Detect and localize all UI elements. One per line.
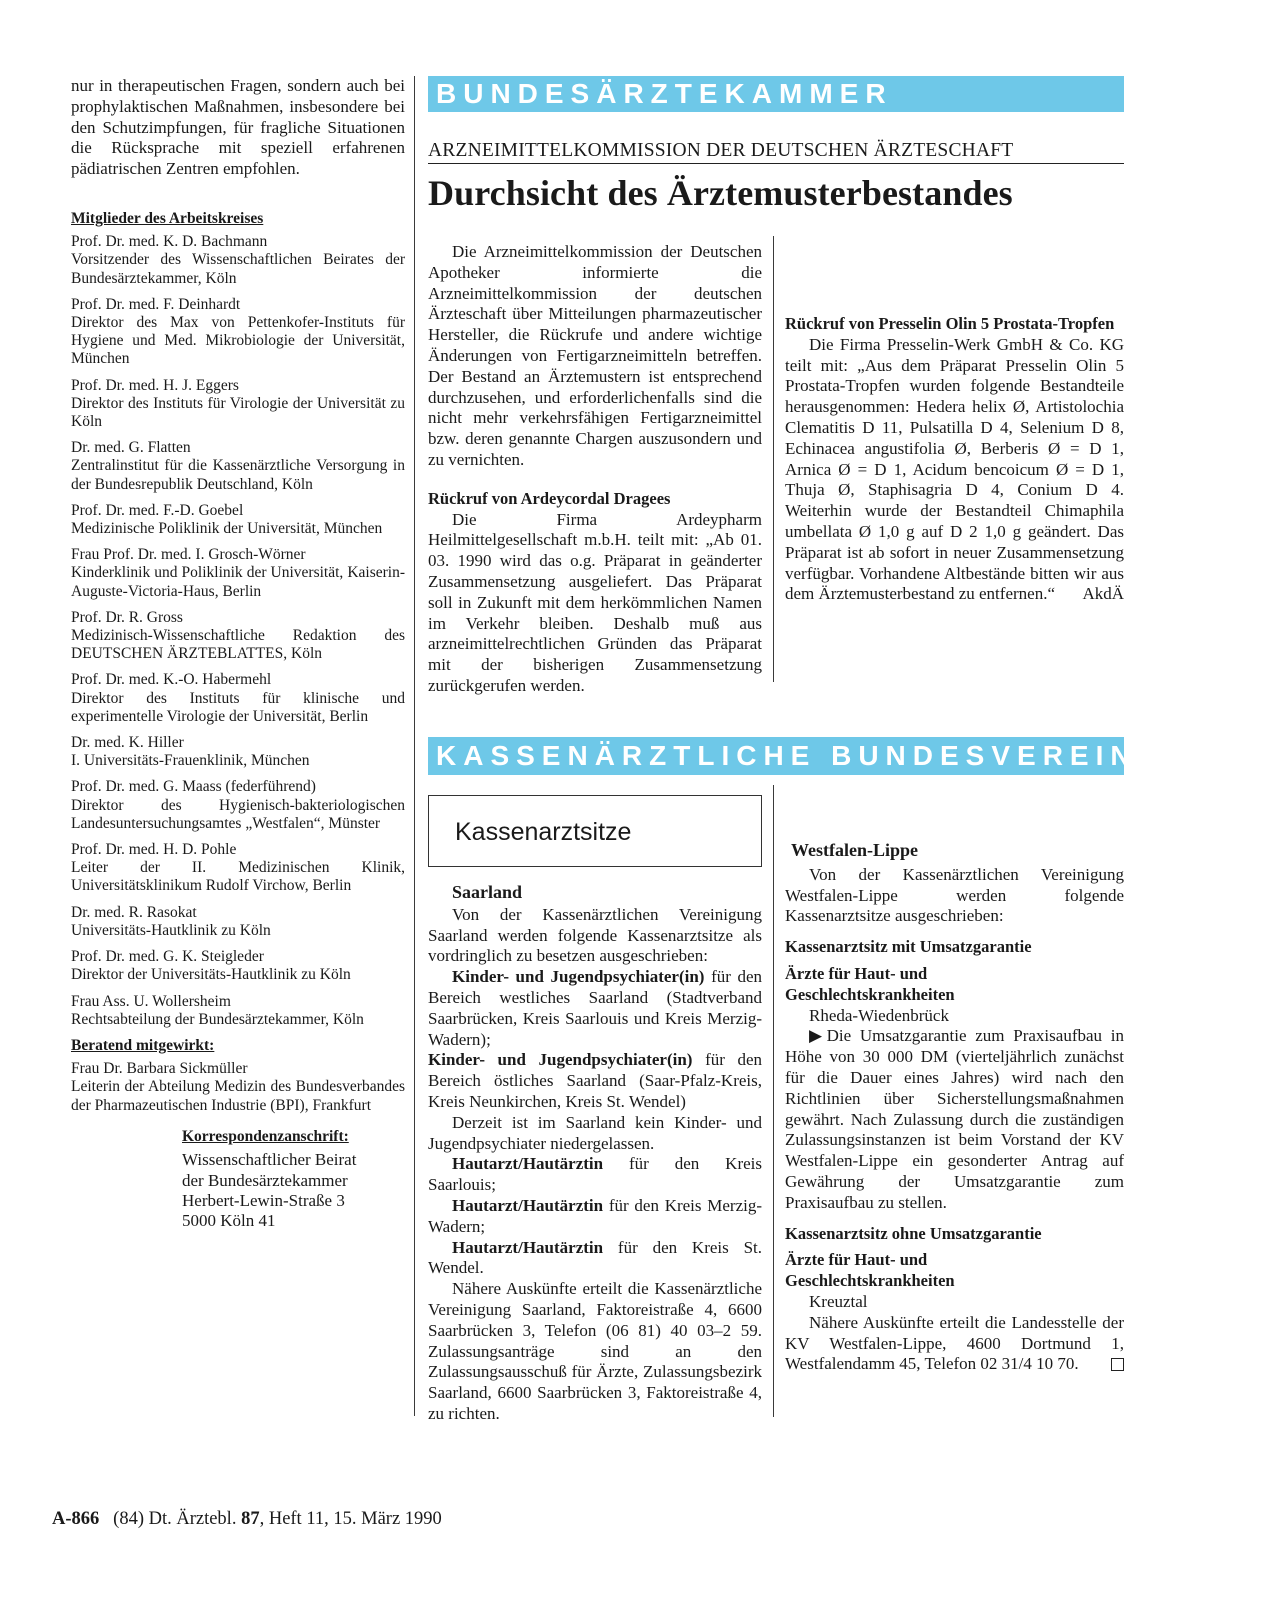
article2-column-1 [428, 882, 762, 1425]
mit-umsatzgarantie-heading: Kassenarztsitz mit Umsatzgarantie [785, 937, 1032, 957]
article1-body-presselin: Die Firma Presselin-Werk GmbH & Co. KG teilt mit: „Aus dem Präparat Presselin Olin 5 Prostata-Tropfen wurden folgende Bestandteile herausgenommen: Hedera helix Ø, Artistolochia Clematitis D 11, Pulsatilla D 4, Selenium D 8, Echinacea angustifolia Ø, Berberis Ø = D 1, Arnica Ø = D 1, Acidum bencoicum Ø = D 1, Thuja Ø, Staphisagria D 4, Conium D 4. Weiterhin wurde der Bestandteil Chimaphila umbellata Ø 1,0 g auf D 2 1,0 g geändert. Das Präparat ist ab sofort in neuer Zusammensetzung verfügbar. Vorhandene Altbestände bitten wir aus dem Ärztemusterbestand zu entfernen.“ [785, 334, 1124, 604]
volume-number: 87 [241, 1509, 260, 1529]
member-entry [71, 546, 405, 601]
member-affiliation: Direktor des Hygienisch-bakteriologischen Landesuntersuchungsamtes „Westfalen“, Münster [71, 796, 405, 832]
haut-label: Hautarzt/Hautärztin [452, 1237, 604, 1257]
member-affiliation: Medizinisch-Wissenschaftliche Redaktion des DEUTSCHEN ÄRZTEBLATTES, Köln [71, 627, 405, 663]
ort-rheda-wiedenbrueck: Rheda-Wiedenbrück [809, 1005, 949, 1025]
saarland-kjp-note: Derzeit ist im Saarland kein Kinder- und Jugendpsychiater niedergelassen. [428, 1112, 762, 1153]
member-name: Prof. Dr. med. K.-O. Habermehl [71, 671, 272, 689]
westfalen-lippe-heading: Westfalen-Lippe [791, 840, 919, 860]
column-divider [773, 236, 774, 682]
member-name: Dr. med. G. Flatten [71, 439, 191, 457]
saarland-haut-2 [428, 1196, 762, 1238]
haut3-text: für den Kreis St. Wendel. [428, 1237, 763, 1278]
member-name: Prof. Dr. med. F. Deinhardt [71, 295, 241, 313]
address-line: der Bundesärztekammer [182, 1170, 348, 1190]
saarland-heading: Saarland [452, 882, 523, 902]
end-mark-icon [1111, 1358, 1124, 1371]
page-number: A-866 [52, 1509, 100, 1529]
citation-post: , Heft 11, 15. März 1990 [259, 1509, 442, 1529]
member-entry [71, 296, 405, 369]
kjp1-text: für den Bereich westliches Saarland (Stadtverband Saarbrücken, Kreis Saarlouis und Kreis Merzig-Wadern); [428, 967, 763, 1049]
member-entry [71, 993, 405, 1029]
left-column [71, 76, 405, 1232]
article1-signature: AkdÄ [1082, 584, 1124, 604]
members-heading: Mitglieder des Arbeitskreises [71, 209, 264, 227]
member-affiliation: Zentralinstitut für die Kassenärztliche Versorgung in der Bundesrepublik Deutschland, Köln [71, 457, 405, 493]
member-name: Prof. Dr. R. Gross [71, 608, 183, 626]
saarland-haut-3 [428, 1238, 762, 1280]
saarland-info: Nähere Auskünfte erteilt die Kassenärztliche Vereinigung Saarland, Faktoreistraße 4, 6600 Saarbrücken 3, Telefon (06 81) 40 03–2 59. Zulassungsanträge sind an den Zulassungsausschuß für Ärzte, Zulassungsbezirk Saarland, 6600 Saarbrücken 3, Faktoreistraße 4, zu richten. [428, 1279, 762, 1423]
member-name: Dr. med. K. Hiller [71, 734, 184, 752]
member-entry [71, 778, 405, 833]
member-entry [71, 841, 405, 896]
member-name: Prof. Dr. med. G. Maass (federführend) [71, 778, 316, 796]
address-line: Wissenschaftlicher Beirat [182, 1150, 357, 1170]
member-affiliation: Direktor des Instituts für Virologie der Universität zu Köln [71, 394, 405, 431]
westfalen-lippe-intro: Von der Kassenärztlichen Vereinigung Westfalen-Lippe werden folgende Kassenarztsitze ausgeschrieben: [785, 864, 1124, 926]
saarland-kjp-1 [428, 967, 762, 1050]
advisory-name: Frau Dr. Barbara Sickmüller [71, 1060, 248, 1078]
section-banner-bundesaerztekammer: BUNDESÄRZTEKAMMER [428, 76, 1124, 112]
article2-column-2 [785, 788, 1124, 1375]
headline-rule [428, 163, 1124, 164]
member-name: Prof. Dr. med. K. D. Bachmann [71, 233, 268, 251]
address-line: Herbert-Lewin-Straße 3 [182, 1190, 345, 1210]
member-affiliation: Leiter der II. Medizinischen Klinik, Universitätsklinikum Rudolf Virchow, Berlin [71, 859, 405, 895]
member-entry [71, 502, 405, 538]
fach-heading: Ärzte für Haut- und Geschlechtskrankheiten [785, 1250, 955, 1291]
member-entry [71, 734, 405, 770]
haut-label: Hautarzt/Hautärztin [452, 1195, 604, 1215]
member-affiliation: Universitäts-Hautklinik zu Köln [71, 921, 271, 939]
member-name: Prof. Dr. med. H. J. Eggers [71, 376, 239, 394]
member-affiliation: Direktor des Max von Pettenkofer-Instituts für Hygiene und Med. Mikrobiologie der Universität, München [71, 314, 405, 368]
member-affiliation: I. Universitäts-Frauenklinik, München [71, 752, 310, 770]
article1-body-ardeycordal: Die Firma Ardeypharm Heilmittelgesellschaft m.b.H. teilt mit: „Ab 01. 03. 1990 wird das o.g. Präparat in geänderter Zusammensetzung ausgeliefert. Das Präparat soll in Zukunft mit dem herkömmlichen Namen im Verkehr bleiben. Deshalb muß aus arzneimittelrechtlichen Gründen das Präparat mit der bisherigen Zusammensetzung zurückgerufen werden. [428, 509, 762, 695]
member-name: Prof. Dr. med. G. K. Steigleder [71, 948, 264, 966]
citation-pre: (84) Dt. Ärztebl. [113, 1509, 237, 1529]
mit-umsatzgarantie-body: ▶Die Umsatzgarantie zum Praxisaufbau in Höhe von 30 000 DM (vierteljährlich zunächst für die Dauer eines Jahres) wird nach den Richtlinien über Sicherstellungsmaßnahmen gewährt. Nach Zulassung durch die zuständigen Zulassungsinstanzen ist beim Vorstand der KV Westfalen-Lippe ein gesonderter Antrag auf Gewährung der Umsatzgarantie zum Praxisaufbau zu stellen. [785, 1026, 1124, 1212]
kjp2-text: für den Bereich östliches Saarland (Saar-Pfalz-Kreis, Kreis Neunkirchen, Kreis St. Wendel) [428, 1050, 763, 1111]
article1-intro: Die Arzneimittelkommission der Deutschen Apotheker informierte die Arzneimittelkommission der deutschen Ärzteschaft über Mitteilungen pharmazeutischer Hersteller, die Rückrufe und andere wichtige Änderungen von Fertigarzneimitteln betreffen. Der Bestand an Ärztemustern ist entsprechend durchzusehen, und erforderlichenfalls sind die nicht mehr verkehrsfähigen Fertigarzneimittel bzw. deren genannte Chargen auszusondern und zu vernichten. [428, 242, 762, 469]
member-affiliation: Direktor der Universitäts-Hautklinik zu Köln [71, 966, 351, 984]
advisory-affiliation: Leiterin der Abteilung Medizin des Bundesverbandes der Pharmazeutischen Industrie (BPI), Frankfurt [71, 1078, 405, 1114]
member-affiliation: Vorsitzender des Wissenschaftlichen Beirates der Bundesärztekammer, Köln [71, 251, 405, 287]
article-headline: Durchsicht des Ärztemusterbestandes [428, 173, 1013, 213]
member-affiliation: Kinderklinik und Poliklinik der Universität, Kaiserin-Auguste-Victoria-Haus, Berlin [71, 564, 405, 600]
member-affiliation: Rechtsabteilung der Bundesärztekammer, Köln [71, 1010, 364, 1028]
member-name: Prof. Dr. med. F.-D. Goebel [71, 501, 244, 519]
haut1-text: für den Kreis Saarlouis; [428, 1154, 762, 1195]
section-banner-kbv: KASSENÄRZTLICHE BUNDESVEREINIGUNG [428, 737, 1124, 775]
kjp-label: Kinder- und Jugendpsychiater(in) [428, 1050, 693, 1070]
member-entry [71, 609, 405, 664]
member-affiliation: Medizinische Poliklinik der Universität, München [71, 520, 383, 538]
section-box-title: Kassenarztsitze [455, 818, 632, 846]
member-entry [71, 439, 405, 494]
saarland-intro: Von der Kassenärztlichen Vereinigung Saarland werden folgende Kassenarztsitze als vordringlich zu besetzen ausgeschrieben: [428, 904, 762, 966]
address-line: 5000 Köln 41 [182, 1211, 276, 1231]
article1-column-2 [785, 242, 1124, 605]
advisory-entry [71, 1060, 405, 1115]
column-divider [414, 76, 415, 1416]
column-divider [773, 785, 774, 1417]
member-name: Prof. Dr. med. H. D. Pohle [71, 841, 237, 859]
saarland-kjp-2 [428, 1050, 762, 1112]
members-list [71, 233, 405, 1029]
ohne-umsatzgarantie-body [785, 1313, 1124, 1375]
member-entry [71, 671, 405, 726]
article-kicker: ARZNEIMITTELKOMMISSION DER DEUTSCHEN ÄRZTESCHAFT [428, 140, 1014, 161]
member-entry [71, 377, 405, 432]
ohne-body-text: Nähere Auskünfte erteilt die Landesstelle der KV Westfalen-Lippe, 4600 Dortmund 1, Westfalendamm 45, Telefon 02 31/4 10 70. [785, 1312, 1124, 1374]
member-name: Frau Prof. Dr. med. I. Grosch-Wörner [71, 546, 306, 564]
intro-paragraph: nur in therapeutischen Fragen, sondern auch bei prophylaktischen Maßnahmen, insbesondere bei den Schutzimpfungen, für fragliche Situationen die Rücksprache mit speziell erfahrenen pädiatrischen Zentren empfohlen. [71, 76, 405, 179]
kjp-label: Kinder- und Jugendpsychiater(in) [452, 967, 705, 987]
correspondence-address [182, 1127, 412, 1232]
member-entry [71, 948, 405, 984]
member-name: Frau Ass. U. Wollersheim [71, 992, 231, 1010]
article1-column-1 [428, 242, 762, 697]
ort-kreuztal: Kreuztal [809, 1291, 868, 1311]
fach-heading: Ärzte für Haut- und Geschlechtskrankheiten [785, 963, 955, 1004]
member-entry [71, 904, 405, 940]
haut2-text: für den Kreis Merzig-Wadern; [428, 1195, 763, 1236]
page-footer [52, 1509, 442, 1530]
article1-subhead-ardeycordal: Rückruf von Ardeycordal Dragees [428, 488, 671, 508]
member-entry [71, 233, 405, 288]
advisory-heading: Beratend mitgewirkt: [71, 1036, 215, 1054]
correspondence-heading: Korrespondenzanschrift: [182, 1127, 349, 1145]
saarland-haut-1 [428, 1154, 762, 1196]
article1-subhead-presselin: Rückruf von Presselin Olin 5 Prostata-Tropfen [785, 314, 1115, 333]
ohne-umsatzgarantie-heading: Kassenarztsitz ohne Umsatzgarantie [785, 1223, 1042, 1243]
haut-label: Hautarzt/Hautärztin [452, 1154, 604, 1174]
member-affiliation: Direktor des Instituts für klinische und experimentelle Virologie der Universität, Berlin [71, 689, 405, 725]
member-name: Dr. med. R. Rasokat [71, 903, 197, 921]
